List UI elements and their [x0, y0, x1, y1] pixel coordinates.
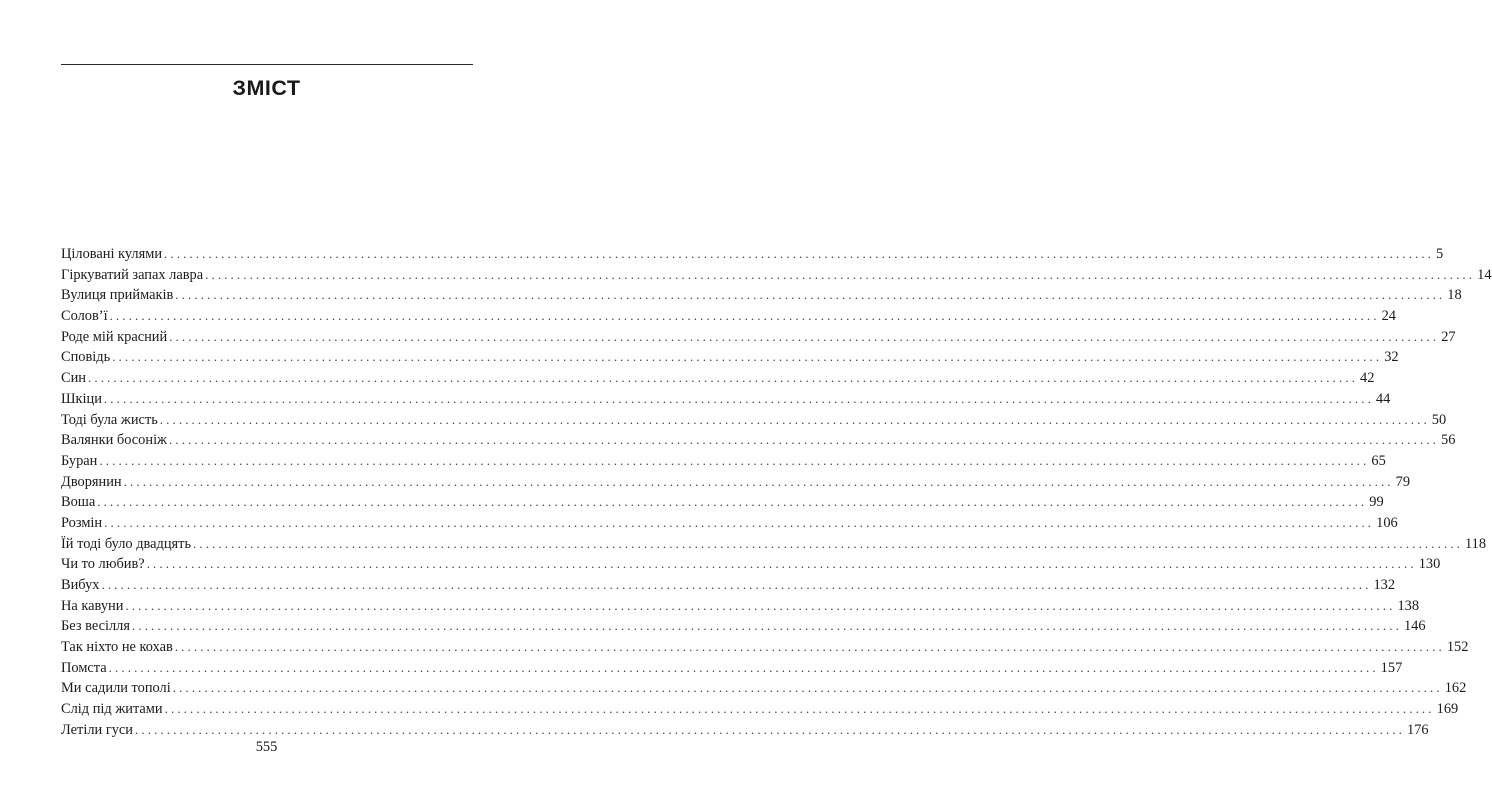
toc-entry-title: На кавуни	[61, 597, 124, 614]
toc-entry-title: Ціловані кулями	[61, 246, 163, 262]
toc-dot-leader: ........................................................................................................................................................................................................	[103, 390, 1374, 406]
toc-entry-page: 44	[1375, 390, 1391, 407]
table-of-contents	[61, 244, 1492, 741]
toc-entry	[61, 368, 1375, 389]
toc-entry-title: Валянки босоніж	[61, 432, 168, 449]
toc-entry	[61, 616, 1426, 637]
toc-entry	[61, 699, 1459, 720]
toc-entry	[61, 720, 1429, 741]
page-number: 555	[255, 739, 278, 755]
toc-entry	[61, 327, 1456, 348]
toc-entry-title: Дворянин	[61, 473, 122, 490]
toc-dot-leader: ........................................................................................................................................................................................................	[131, 618, 1402, 634]
toc-entry	[61, 637, 1469, 658]
toc-dot-leader: ........................................................................................................................................................................................................	[123, 473, 1394, 489]
toc-entry-page: 132	[1373, 577, 1396, 593]
toc-dot-leader: ........................................................................................................................................................................................................	[159, 411, 1430, 427]
toc-entry-title: Гіркуватий запах лавра	[61, 266, 204, 283]
toc-entry	[61, 678, 1467, 699]
toc-dot-leader: ........................................................................................................................................................................................................	[135, 721, 1406, 737]
toc-entry	[61, 472, 1411, 493]
toc-entry-page: 5	[1436, 246, 1444, 262]
toc-dot-leader: ........................................................................................................................................................................................................	[175, 287, 1446, 303]
toc-entry-title: Чи то любив?	[61, 556, 145, 573]
page-title: ЗМІСТ	[232, 76, 301, 100]
toc-entry-page: 130	[1418, 556, 1441, 573]
toc-dot-leader: ........................................................................................................................................................................................................	[193, 535, 1464, 551]
toc-entry-title: Солов’ї	[61, 308, 108, 325]
toc-entry	[61, 492, 1384, 513]
toc-entry-page: 27	[1441, 328, 1456, 345]
toc-entry-page: 50	[1431, 411, 1447, 428]
toc-entry-page: 176	[1407, 721, 1429, 738]
toc-entry	[61, 285, 1462, 306]
toc-entry-page: 138	[1397, 597, 1420, 614]
toc-entry	[61, 389, 1391, 410]
toc-entry	[61, 575, 1396, 596]
toc-entry-title: Сповідь	[61, 349, 111, 366]
toc-dot-leader: ........................................................................................................................................................................................................	[169, 432, 1440, 448]
toc-dot-leader: ........................................................................................................................................................................................................	[125, 597, 1396, 613]
toc-entry-page: 118	[1465, 535, 1487, 552]
toc-entry-title: Вулиця приймаків	[61, 287, 174, 304]
toc-entry-page: 162	[1444, 680, 1467, 697]
toc-entry	[61, 244, 1444, 265]
toc-dot-leader: ........................................................................................................................................................................................................	[164, 701, 1435, 717]
toc-entry	[61, 410, 1447, 431]
toc-entry-page: 14	[1477, 266, 1492, 283]
toc-entry-page: 152	[1446, 639, 1469, 656]
toc-entry	[61, 306, 1396, 327]
toc-dot-leader: ........................................................................................................................................................................................................	[174, 639, 1445, 655]
toc-entry	[61, 534, 1487, 555]
toc-entry-page: 106	[1376, 514, 1398, 531]
toc-dot-leader: ........................................................................................................................................................................................................	[172, 680, 1443, 696]
toc-dot-leader: ........................................................................................................................................................................................................	[205, 266, 1476, 282]
toc-entry	[61, 596, 1420, 617]
toc-entry-title: Шкіци	[61, 390, 102, 407]
top-rule	[61, 64, 473, 65]
toc-entry-title: Без весілля	[61, 618, 130, 635]
toc-dot-leader: ........................................................................................................................................................................................................	[108, 659, 1379, 675]
toc-entry-page: 32	[1384, 349, 1399, 366]
toc-entry-page: 146	[1403, 618, 1426, 635]
toc-dot-leader: ........................................................................................................................................................................................................	[164, 246, 1435, 261]
toc-entry-title: Так ніхто не кохав	[61, 639, 173, 656]
toc-entry-title: Розмін	[61, 514, 103, 531]
toc-entry-page: 42	[1360, 370, 1375, 387]
toc-entry	[61, 513, 1398, 534]
toc-entry-title: Помста	[61, 659, 107, 676]
toc-dot-leader: ........................................................................................................................................................................................................	[109, 308, 1380, 324]
toc-entry	[61, 658, 1403, 679]
toc-entry-title: Летіли гуси	[61, 721, 134, 738]
toc-dot-leader: ........................................................................................................................................................................................................	[101, 577, 1372, 592]
toc-entry	[61, 554, 1441, 575]
toc-entry-page: 99	[1369, 494, 1384, 511]
toc-dot-leader: ........................................................................................................................................................................................................	[146, 556, 1417, 572]
toc-entry-title: Син	[61, 370, 87, 387]
toc-entry-page: 24	[1381, 308, 1396, 325]
toc-entry-title: Ми садили тополі	[61, 680, 171, 697]
toc-entry-page: 18	[1447, 287, 1462, 304]
toc-dot-leader: ........................................................................................................................................................................................................	[104, 514, 1375, 530]
toc-entry-page: 169	[1436, 701, 1459, 718]
toc-entry-title: Тоді була жисть	[61, 411, 158, 428]
toc-entry-page: 79	[1395, 473, 1411, 490]
toc-entry-title: Їй тоді було двадцять	[61, 535, 192, 552]
toc-entry-title: Роде мій красний	[61, 328, 168, 345]
toc-entry-page: 56	[1441, 432, 1456, 449]
toc-dot-leader: ........................................................................................................................................................................................................	[112, 349, 1383, 365]
toc-entry	[61, 451, 1386, 472]
toc-entry	[61, 347, 1399, 368]
toc-entry-title: Воша	[61, 494, 96, 511]
toc-entry	[61, 430, 1456, 451]
toc-dot-leader: ........................................................................................................................................................................................................	[88, 370, 1359, 386]
toc-dot-leader: ........................................................................................................................................................................................................	[97, 494, 1368, 510]
toc-entry-title: Вибух	[61, 577, 100, 593]
toc-entry-title: Слід під житами	[61, 701, 163, 718]
toc-entry-page: 65	[1371, 452, 1386, 469]
toc-dot-leader: ........................................................................................................................................................................................................	[99, 452, 1370, 468]
toc-entry-page: 157	[1380, 659, 1403, 676]
toc-entry	[61, 265, 1492, 286]
toc-dot-leader: ........................................................................................................................................................................................................	[169, 328, 1440, 344]
toc-entry-title: Буран	[61, 452, 98, 469]
